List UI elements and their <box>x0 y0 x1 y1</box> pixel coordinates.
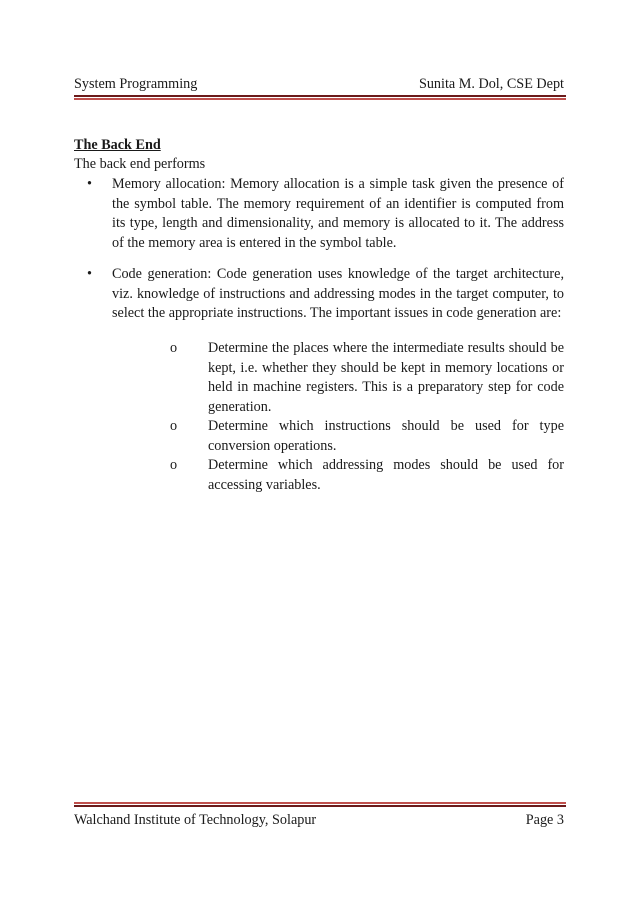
bullet-memory-allocation: Memory allocation: Memory allocation is a simple task given the presence of the symbol table. The memory requirement of an identifier is computed from its type, length and dimensionality, and memory is allocated to it. The address of the memory area is entered in the symbol table. <box>112 176 564 251</box>
sub-item-marker: o <box>170 418 178 434</box>
section-heading: The Back End <box>74 137 161 153</box>
bullet-code-generation: Code generation: Code generation uses knowledge of the target architecture, viz. knowledge of instructions and addressing modes in the target computer, to select the appropriate instructions. The important issues in code generation are: <box>112 266 564 322</box>
header-author: Sunita M. Dol, CSE Dept <box>418 76 564 92</box>
sub-item-addressing-modes: Determine which addressing modes should be used for accessing variables. <box>208 457 564 493</box>
sub-item-type-conversion: Determine which instructions should be used for type conversion operations. <box>208 418 564 454</box>
footer-rule <box>74 802 566 808</box>
sub-item-marker: o <box>170 457 178 473</box>
footer-institute: Walchand Institute of Technology, Solapur <box>74 812 317 828</box>
page-number: Page 3 <box>525 812 564 828</box>
sub-item-intermediate-results: Determine the places where the intermediate results should be kept, i.e. whether they should be kept in memory locations or held in machine registers. This is a preparatory step for code generation. <box>208 340 564 415</box>
sub-item-marker: o <box>170 340 178 356</box>
header-course-title: System Programming <box>74 76 198 92</box>
bullet-marker-code-generation: • <box>87 266 92 282</box>
bullet-marker-memory-allocation: • <box>87 176 92 192</box>
header-rule-dark-line <box>74 95 566 97</box>
page-header <box>74 76 564 96</box>
header-rule-red-line <box>74 98 566 100</box>
section-intro: The back end performs <box>74 156 206 172</box>
header-rule <box>74 95 566 101</box>
page-footer <box>74 812 564 832</box>
footer-rule-dark-line <box>74 805 566 807</box>
footer-rule-red-line <box>74 802 566 804</box>
